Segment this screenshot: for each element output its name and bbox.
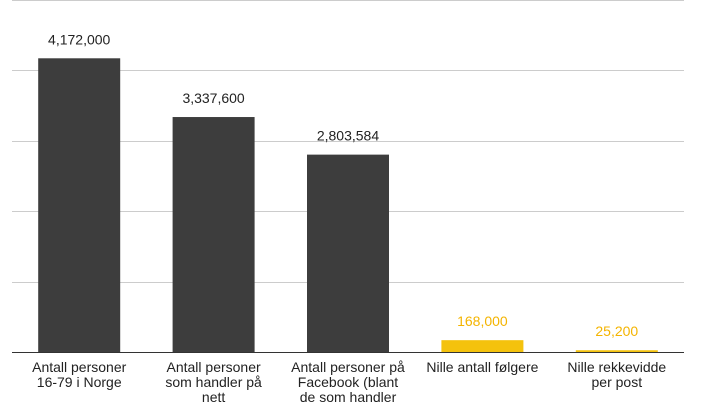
x-tick-label-line: Nille antall følgere [426,359,539,375]
x-tick-label-line: 16-79 i Norge [36,374,122,390]
x-tick-label-line: nett [201,389,226,403]
bar [576,350,658,352]
x-tick-label-line: de som handler [299,389,397,403]
x-tick-label-line: Facebook (blant [297,374,399,390]
data-label: 2,803,584 [316,127,380,144]
x-tick-label [291,359,405,403]
x-tick-label [32,359,127,390]
x-tick-label-line: Nille rekkevidde [567,359,667,375]
x-tick-label-line: Antall personer på [291,359,405,375]
bar [173,117,255,352]
bar [441,340,523,352]
x-tick-label [567,359,666,390]
x-axis-tick-labels [32,359,666,403]
x-tick-label [426,359,538,375]
data-label: 4,172,000 [48,31,111,48]
bar [38,58,120,352]
x-tick-label-line: som handler på [165,374,262,390]
bar [307,155,389,352]
bars [38,58,658,352]
x-tick-label-line: Antall personer [32,359,127,375]
x-tick-label-line: Antall personer [166,359,261,375]
x-tick-label [165,359,262,403]
data-label: 25,200 [595,323,639,340]
data-label: 3,337,600 [182,90,245,107]
data-label: 168,000 [457,313,508,330]
x-tick-label-line: per post [591,374,643,390]
